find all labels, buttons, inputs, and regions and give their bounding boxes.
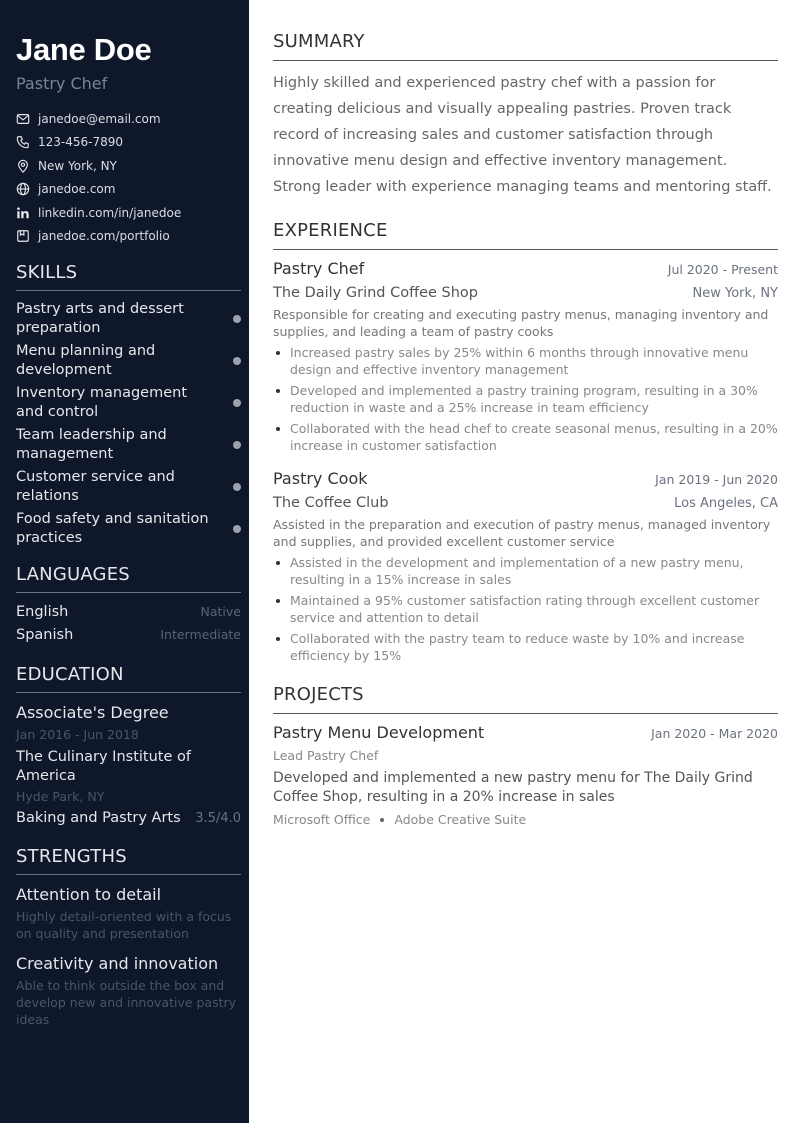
summary-text: Highly skilled and experienced pastry chef with a passion for creating delicious and visually appealing pastries. Proven track record of increasing sales and customer satisfaction through innovative menu design and effective inventory management. Strong leader with experience managing teams and mentoring staff. [273,75,772,195]
skills-heading: SKILLS [16,262,241,291]
skill-label: Team leadership and management [16,427,167,462]
skill-label: Pastry arts and dessert preparation [16,301,184,336]
contact-portfolio-text: janedoe.com/portfolio [38,229,170,244]
contact-website-text: janedoe.com [38,182,116,197]
skill-dot [233,483,241,491]
strength-description: Highly detail-oriented with a focus on quality and presentation [16,909,232,941]
skill-dot [233,525,241,533]
project-description: Developed and implemented a new pastry menu for The Daily Grind Coffee Shop, resulting in a 20% increase in sales [273,770,753,805]
project-title: Pastry Menu Development [273,723,485,742]
job-dates: Jan 2019 - Jun 2020 [655,472,778,487]
globe-icon [16,182,30,196]
projects-heading: PROJECTS [273,684,778,714]
strength-title: Creativity and innovation [16,954,219,973]
contact-website[interactable] [16,178,241,202]
skills-list [16,300,241,552]
language-level: Native [200,604,241,619]
email-icon [16,112,30,126]
job-company: The Coffee Club [273,495,389,511]
skill-dot [233,357,241,365]
language-name: English [16,603,69,620]
skill-item [16,384,241,426]
job-achievements [273,554,778,664]
skill-label: Food safety and sanitation practices [16,511,209,546]
skill-dot [233,315,241,323]
languages-list [16,600,241,646]
candidate-role: Pastry Chef [16,74,108,93]
strengths-list [16,885,241,1028]
project-tool: Adobe Creative Suite [394,812,527,827]
project-role: Lead Pastry Chef [273,748,379,763]
language-level: Intermediate [160,627,241,642]
language-name: Spanish [16,626,74,643]
contact-location [16,154,241,178]
job-dates: Jul 2020 - Present [667,262,778,277]
skill-label: Customer service and relations [16,469,175,504]
education-field-row [16,810,241,826]
education-entry [16,703,241,826]
project-tool: Microsoft Office [273,812,371,827]
achievement-item: Collaborated with the pastry team to reduce waste by 10% and increase efficiency by 15% [273,630,778,664]
strengths-heading: STRENGTHS [16,846,241,875]
skill-item [16,426,241,468]
achievement-item: Increased pastry sales by 25% within 6 months through innovative menu design and effective inventory management [273,344,778,378]
strength-description: Able to think outside the box and develop new and innovative pastry ideas [16,978,237,1027]
skill-dot [233,399,241,407]
job-company: The Daily Grind Coffee Shop [273,285,479,301]
education-field: Baking and Pastry Arts [16,810,181,826]
contact-location-text: New York, NY [38,158,117,173]
skill-label: Inventory management and control [16,385,187,420]
location-icon [16,159,30,173]
job-title: Pastry Chef [273,259,365,278]
achievement-item: Developed and implemented a pastry training program, resulting in a 30% reduction in waste and a 25% increase in team efficiency [273,382,778,416]
skill-item [16,510,241,552]
skill-label: Menu planning and development [16,343,156,378]
job-description: Assisted in the preparation and execution of pastry menus, managed inventory and supplies, and provided excellent customer service [273,517,771,549]
language-item [16,600,241,623]
contact-list [16,107,241,248]
contact-email[interactable] [16,107,241,131]
project-dates: Jan 2020 - Mar 2020 [651,726,778,741]
education-dates: Jan 2016 - Jun 2018 [16,727,139,742]
summary-heading: SUMMARY [273,31,778,61]
contact-phone-text: 123-456-7890 [38,135,124,150]
education-gpa: 3.5/4.0 [195,810,241,826]
phone-icon [16,135,30,149]
education-school: The Culinary Institute of America [16,749,191,784]
job-location: New York, NY [692,286,778,301]
education-location: Hyde Park, NY [16,789,105,804]
skill-item [16,300,241,342]
job-description: Responsible for creating and executing pastry menus, managing inventory and supplies, and leading a team of pastry cooks [273,307,769,339]
contact-email-text: janedoe@email.com [38,111,161,126]
education-degree: Associate's Degree [16,703,169,722]
achievement-item: Collaborated with the head chef to create seasonal menus, resulting in a 20% increase in customer satisfaction [273,420,778,454]
portfolio-icon [16,229,30,243]
contact-linkedin-text: linkedin.com/in/janedoe [38,205,182,220]
skill-item [16,342,241,384]
job-achievements [273,344,778,454]
job-location: Los Angeles, CA [674,496,778,511]
contact-phone[interactable] [16,131,241,155]
tool-separator [380,818,384,822]
languages-heading: LANGUAGES [16,564,241,593]
project-entry [273,722,778,827]
experience-heading: EXPERIENCE [273,220,778,250]
achievement-item: Maintained a 95% customer satisfaction rating through excellent customer service and attention to detail [273,592,778,626]
contact-portfolio[interactable] [16,225,241,249]
experience-entry [273,258,778,454]
experience-entry [273,468,778,664]
sidebar [0,0,249,1123]
contact-linkedin[interactable] [16,201,241,225]
strength-title: Attention to detail [16,885,162,904]
skill-item [16,468,241,510]
achievement-item: Assisted in the development and implementation of a new pastry menu, resulting in a 15% increase in sales [273,554,778,588]
candidate-name: Jane Doe [16,32,152,67]
main-content [273,31,778,827]
project-tools [273,812,778,827]
linkedin-icon [16,206,30,220]
job-title: Pastry Cook [273,469,368,488]
education-heading: EDUCATION [16,664,241,693]
skill-dot [233,441,241,449]
language-item [16,623,241,646]
